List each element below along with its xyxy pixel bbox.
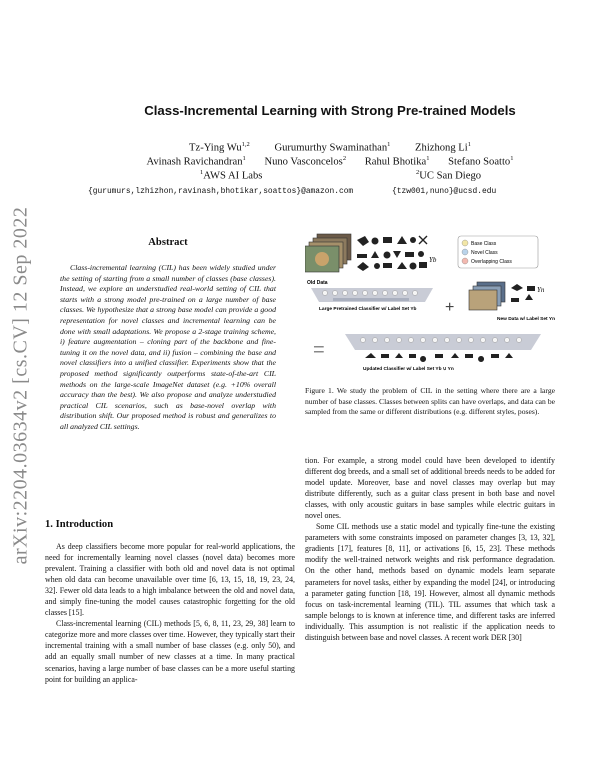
- legend-swatch-novel: [462, 249, 468, 255]
- abstract-text: Class-incremental learning (CIL) has been widely studied under the setting of starting from a small number of classes (base classes). Instead, we explore an understudied real-world setting of CIL that starts with a strong model pre-trained on a large number of base classes. We hypothesize that a strong base model can provide a good representation for novel classes and incremental learning can be done with small adaptations. We propose a 2-stage training scheme, i) feature augmentation – cloning part of the backbone and fine-tuning it on the novel data, and ii) fusion – combining the base and novel classifiers into a unified classifier. Experiments show that the proposed method significantly outperforms state-of-the-art CIL methods on the large-scale ImageNet dataset (e.g. +10% overall accuracy than the best). We also propose and analyze understudied practical CIL scenarios, such as base-novel overlap with distribution shift. Our proposed method is robust and generalizes to all analyzed CIL settings.: [60, 263, 276, 431]
- legend-swatch-overlap: [462, 258, 468, 264]
- author-name: Zhizhong Li: [415, 142, 468, 154]
- authors-line-1: [60, 141, 600, 154]
- intro-right-column: [305, 455, 555, 643]
- author-name: Rahul Bhotika: [364, 156, 427, 168]
- email-amazon: {gurumurs,lzhizhon,ravinash,bhotikar,soattos}@amazon.com: [88, 187, 354, 196]
- paper-title: Class-Incremental Learning with Strong Pre-trained Models: [144, 103, 516, 118]
- old-data-label: Old Data: [307, 280, 328, 286]
- equals-icon: =: [313, 339, 325, 361]
- novel-set-symbol: Yn: [537, 286, 545, 294]
- legend-swatch-base: [462, 240, 468, 246]
- affil-name: UC San Diego: [419, 170, 482, 182]
- legend-label: Overlapping Class: [471, 259, 512, 265]
- authors-line-2: [60, 155, 600, 168]
- author-affil: 1: [387, 141, 391, 148]
- figure-1-caption: Figure 1. We study the problem of CIL in the setting where there are a large number of base classes. Classes between splits can have overlaps, and data can be sampled from the same or different distributions (e.g. different styles, poses).: [305, 386, 555, 417]
- arxiv-identifier: [6, 200, 36, 570]
- author-name: Tz-Ying Wu: [189, 142, 242, 154]
- plus-icon: +: [445, 299, 455, 316]
- author-affil: 1,2: [241, 141, 250, 148]
- author-affil: 1: [467, 141, 471, 148]
- author-name: Gurumurthy Swaminathan: [274, 142, 388, 154]
- affil-name: AWS AI Labs: [203, 170, 263, 182]
- classifier-label: Large Pretrained Classifier w/ Label Set Yb: [319, 307, 417, 312]
- intro-paragraph: tion. For example, a strong model could have been developed to identify different dog breeds, and a small set of additional breeds needs to be added for model update. Moreover, base and novel classes may overlap but may distribute differently, such as a guitar class present in both base and novel classes, with only acoustic guitars in base samples while electric guitars in novel ones.: [305, 456, 555, 521]
- affiliation-aws: [200, 169, 262, 182]
- author-affil: 2: [342, 155, 347, 162]
- author-affil: 1: [426, 155, 430, 162]
- base-set-symbol: Yb: [429, 256, 437, 264]
- author-name: Avinash Ravichandran: [146, 156, 243, 168]
- new-data-label: New Data w/ Label Set Yn: [497, 317, 555, 322]
- legend-label: Novel Class: [471, 250, 498, 256]
- author-affil: 1: [510, 155, 514, 162]
- affil-marker: 1: [200, 169, 204, 176]
- base-class-icons: [357, 236, 427, 271]
- figure-legend: [458, 236, 538, 268]
- old-data-image-stack: [305, 234, 351, 272]
- author-affil: 1: [242, 155, 246, 162]
- author-name: Nuno Vasconcelos: [264, 156, 343, 168]
- figure-1-diagram: [305, 232, 555, 382]
- updated-classifier-label: Updated Classifier w/ Label Set Yb ∪ Yn: [363, 367, 454, 372]
- legend-label: Base Class: [471, 241, 497, 247]
- intro-left-column: [45, 541, 295, 685]
- author-name: Stefano Soatto: [448, 156, 511, 168]
- affiliation-ucsd: [416, 169, 481, 182]
- arxiv-id-text: arXiv:2204.03634v2 [cs.CV] 12 Sep 2022: [9, 206, 32, 564]
- new-data-image-stack: [469, 282, 535, 310]
- affil-marker: 2: [416, 169, 420, 176]
- intro-paragraph: Some CIL methods use a static model and typically fine-tune the existing parameters with some constraints imposed on parameter changes [3, 13, 32], gradients [17], features [8, 11], or activations [6, 15, 23]. These methods modify the well-trained network weights and risk performance degradation. On the other hand, methods based on dynamic models learn separate parameters for novel tasks, either by expanding the model [24], or introducing a parameter gating function [18, 19]. However, almost all dynamic methods focus on task-incremental learning (TIL). TIL assumes that which task a sample belongs to is known at inference time, and different tasks are inferred individually. This assumption is not realistic if the application needs to distinguish between base and novel classes. A recent work DER [30]: [305, 522, 555, 642]
- email-ucsd: {tzw001,nuno}@ucsd.edu: [392, 187, 497, 196]
- pretrained-classifier: [311, 288, 433, 302]
- intro-paragraph: Class-incremental learning (CIL) methods [5, 6, 8, 11, 23, 29, 38] learn to categorize more and more classes over time. However, they typically start their incremental training with a small number of base classes (e.g. only 50), and add an equally small number of new classes at a time. In many practical scenarios, having a large number of base classes can be a more useful starting point for building an applica-: [45, 619, 295, 684]
- intro-paragraph: As deep classifiers become more popular for real-world applications, the need for incrementally learning novel classes (novel data) becomes more prevalent. Training a classifier with both old and novel data is not optimal when old data can become unavailable over time [6, 13, 15, 18, 19, 23, 24, 32]. Fewer old data leads to a high imbalance between the old and novel data, and simply fine-tuning the model causes catastrophic forgetting for the old classes [15].: [45, 542, 295, 618]
- updated-classifier: [345, 334, 541, 362]
- section-heading-introduction: 1. Introduction: [45, 519, 114, 530]
- abstract-heading: Abstract: [148, 237, 188, 248]
- figure-1: [305, 232, 555, 382]
